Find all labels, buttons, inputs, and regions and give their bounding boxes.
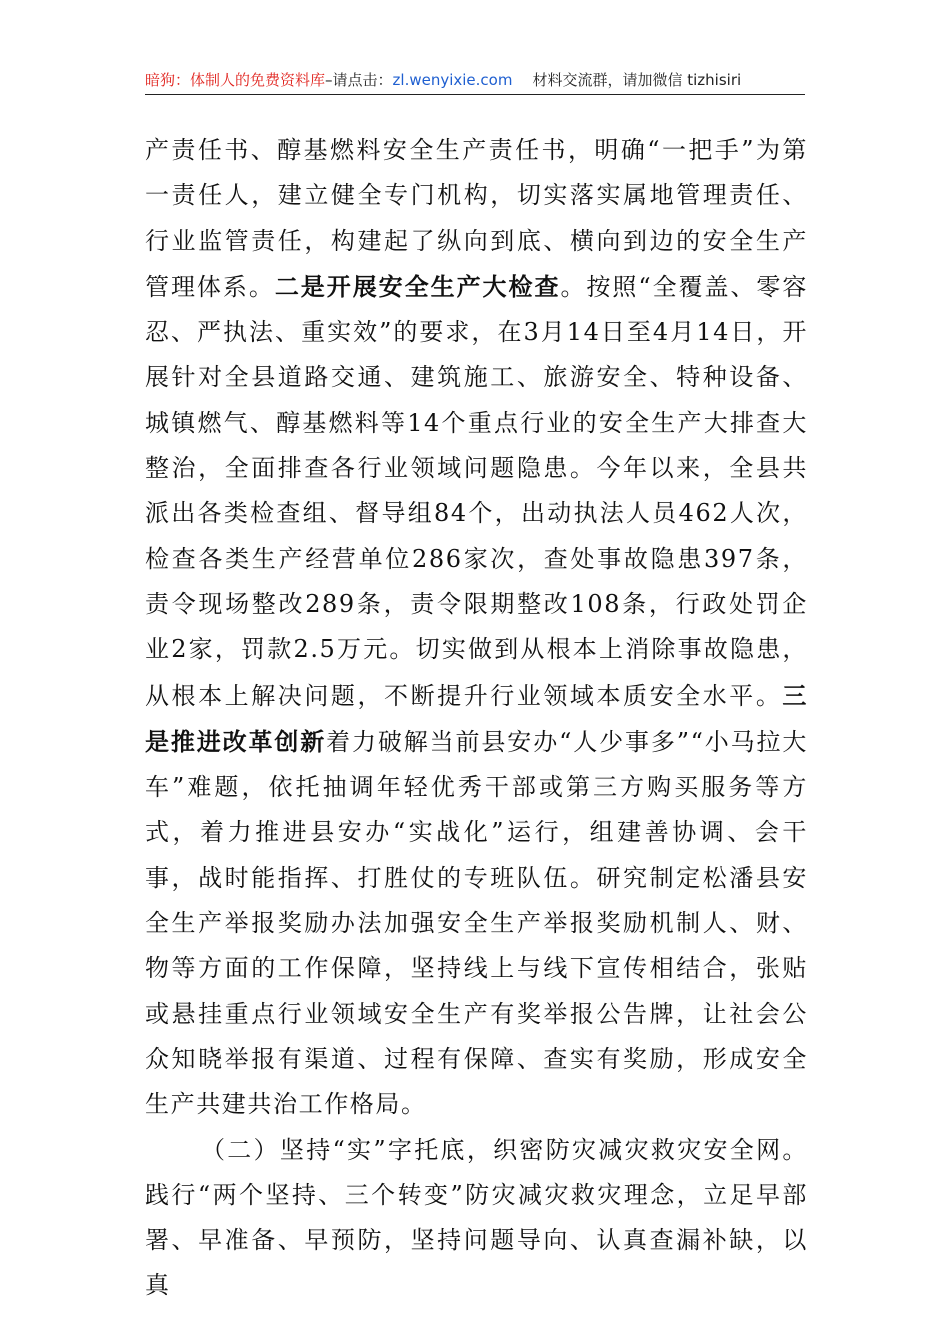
header-url-link[interactable]: zl.wenyixie.com bbox=[392, 71, 513, 89]
paragraph-2-text-1: （二）坚持“实”字托底，织密防灾减灾救灾安全网。践行“两个坚持、三个转变”防灾减灾救灾理念，立足早部署、早准备、早预防，坚持问题导向、认真查漏补缺，以真 bbox=[145, 1135, 808, 1300]
document-body bbox=[145, 128, 808, 1309]
paragraph-1-text-2: 。按照“全覆盖、零容忍、严执法、重实效”的要求，在3月14日至4月14日，开展针对全县道路交通、建筑施工、旅游安全、特种设备、城镇燃气、醇基燃料等14个重点行业的安全生产大排查大整治，全面排查各行业领域问题隐患。今年以来，全县共派出各类检查组、督导组84个，出动执法人员462人次，检查各类生产经营单位286家次，查处事故隐患397条，责令现场整改289条，责令限期整改108条，行政处罚企业2家，罚款2.5万元。切实做到从根本上消除事故隐患，从根本上解决问题，不断提升行业领域本质安全水平。 bbox=[145, 272, 808, 710]
paragraph-1-text-1: 产责任书、醇基燃料安全生产责任书，明确“一把手”为第一责任人，建立健全专门机构，切实落实属地管理责任、行业监管责任，构建起了纵向到底、横向到边的安全生产管理体系。 bbox=[145, 136, 808, 301]
paragraph-1 bbox=[145, 128, 808, 1128]
paragraph-2 bbox=[145, 1128, 808, 1309]
page-header bbox=[145, 68, 805, 92]
paragraph-1-bold-2: 三是推进改革创新 bbox=[145, 680, 808, 756]
header-brand: 暗狗：体制人的免费资料库 bbox=[145, 71, 326, 89]
header-divider bbox=[145, 94, 805, 95]
paragraph-1-text-3: 着力破解当前县安办“人少事多”“小马拉大车”难题，依托抽调年轻优秀干部或第三方购买服务等方式，着力推进县安办“实战化”运行，组建善协调、会干事，战时能指挥、打胜仗的专班队伍。研究制定松潘县安全生产举报奖励办法加强安全生产举报奖励机制人、财、物等方面的工作保障，坚持线上与线下宣传相结合，张贴或悬挂重点行业领域安全生产有奖举报公告牌，让社会公众知晓举报有渠道、过程有保障、查实有奖励，形成安全生产共建共治工作格局。 bbox=[145, 727, 808, 1119]
paragraph-1-bold-1: 二是开展安全生产大检查 bbox=[274, 271, 561, 301]
header-prompt: –请点击： bbox=[325, 71, 393, 89]
header-contact: 材料交流群，请加微信 tizhisiri bbox=[532, 71, 742, 89]
